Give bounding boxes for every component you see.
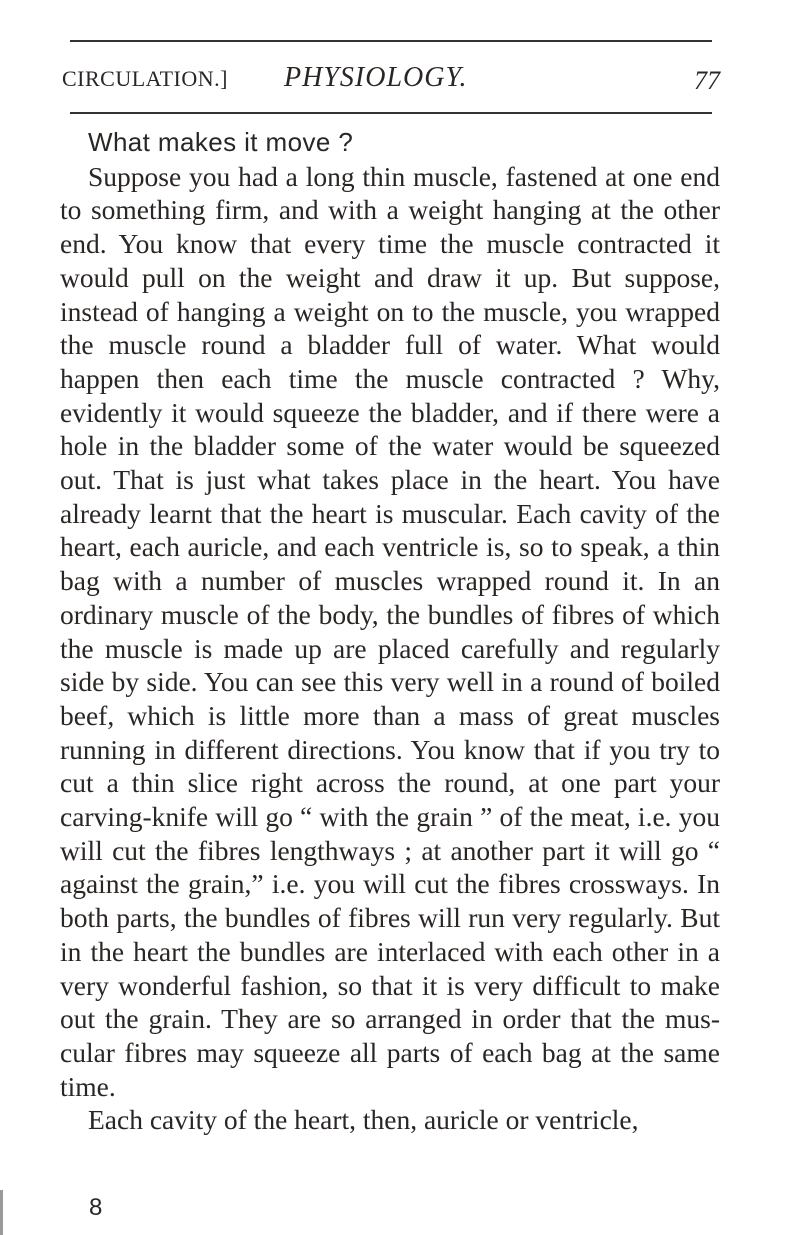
running-head-title: PHYSIOLOGY.	[284, 62, 468, 93]
signature-mark: 8	[89, 1194, 103, 1221]
page-body	[60, 126, 720, 1137]
paragraph-2: Each cavity of the heart, then, auricle or ventricle,	[88, 1104, 639, 1136]
page-edge	[0, 1190, 3, 1235]
page-number: 77	[694, 66, 720, 95]
paragraph-1: Suppose you had a long thin muscle, fastened at one end to something firm, and with a weight hanging at the other end. You know that every time the muscle contracted it would pull on the weight and draw it up. But suppose, instead of hanging a weight on to the muscle, you wrapped the muscle round a bladder full of water. What would happen then each time the muscle contracted ? Why, evidently it would squeeze the bladder, and if there were a hole in the bladder some of the water would be squeezed out. That is just what takes place in the heart. You have already learnt that the heart is muscular. Each cavity of the heart, each auricle, and each ventricle is, so to speak, a thin bag with a number of muscles wrapped round it. In an ordinary muscle of the body, the bundles of fibres of which the muscle is made up are placed carefully and regularly side by side. You can see this very well in a round of boiled beef, which is little more than a mass of great muscles running in different directions. You know that if you try to cut a thin slice right across the round, at one part your carving-knife will go “ with the grain ” of the meat, i.e. you will cut the fibres lengthways ; at another part it will go “ against the grain,” i.e. you will cut the fibres crossways. In both parts, the bundles of fibres will run very regularly. But in the heart the bundles are interlaced with each other in a very wonderful fashion, so that it is very difficult to make out the grain. They are so arranged in order that the muscular fibres may squeeze all parts of each bag at the same time.	[60, 160, 720, 1102]
section-heading: What makes it move ?	[88, 127, 354, 157]
top-rule	[70, 40, 712, 42]
running-head-section: CIRCULATION.]	[62, 66, 228, 91]
running-head	[62, 60, 720, 100]
head-rule	[70, 112, 712, 114]
